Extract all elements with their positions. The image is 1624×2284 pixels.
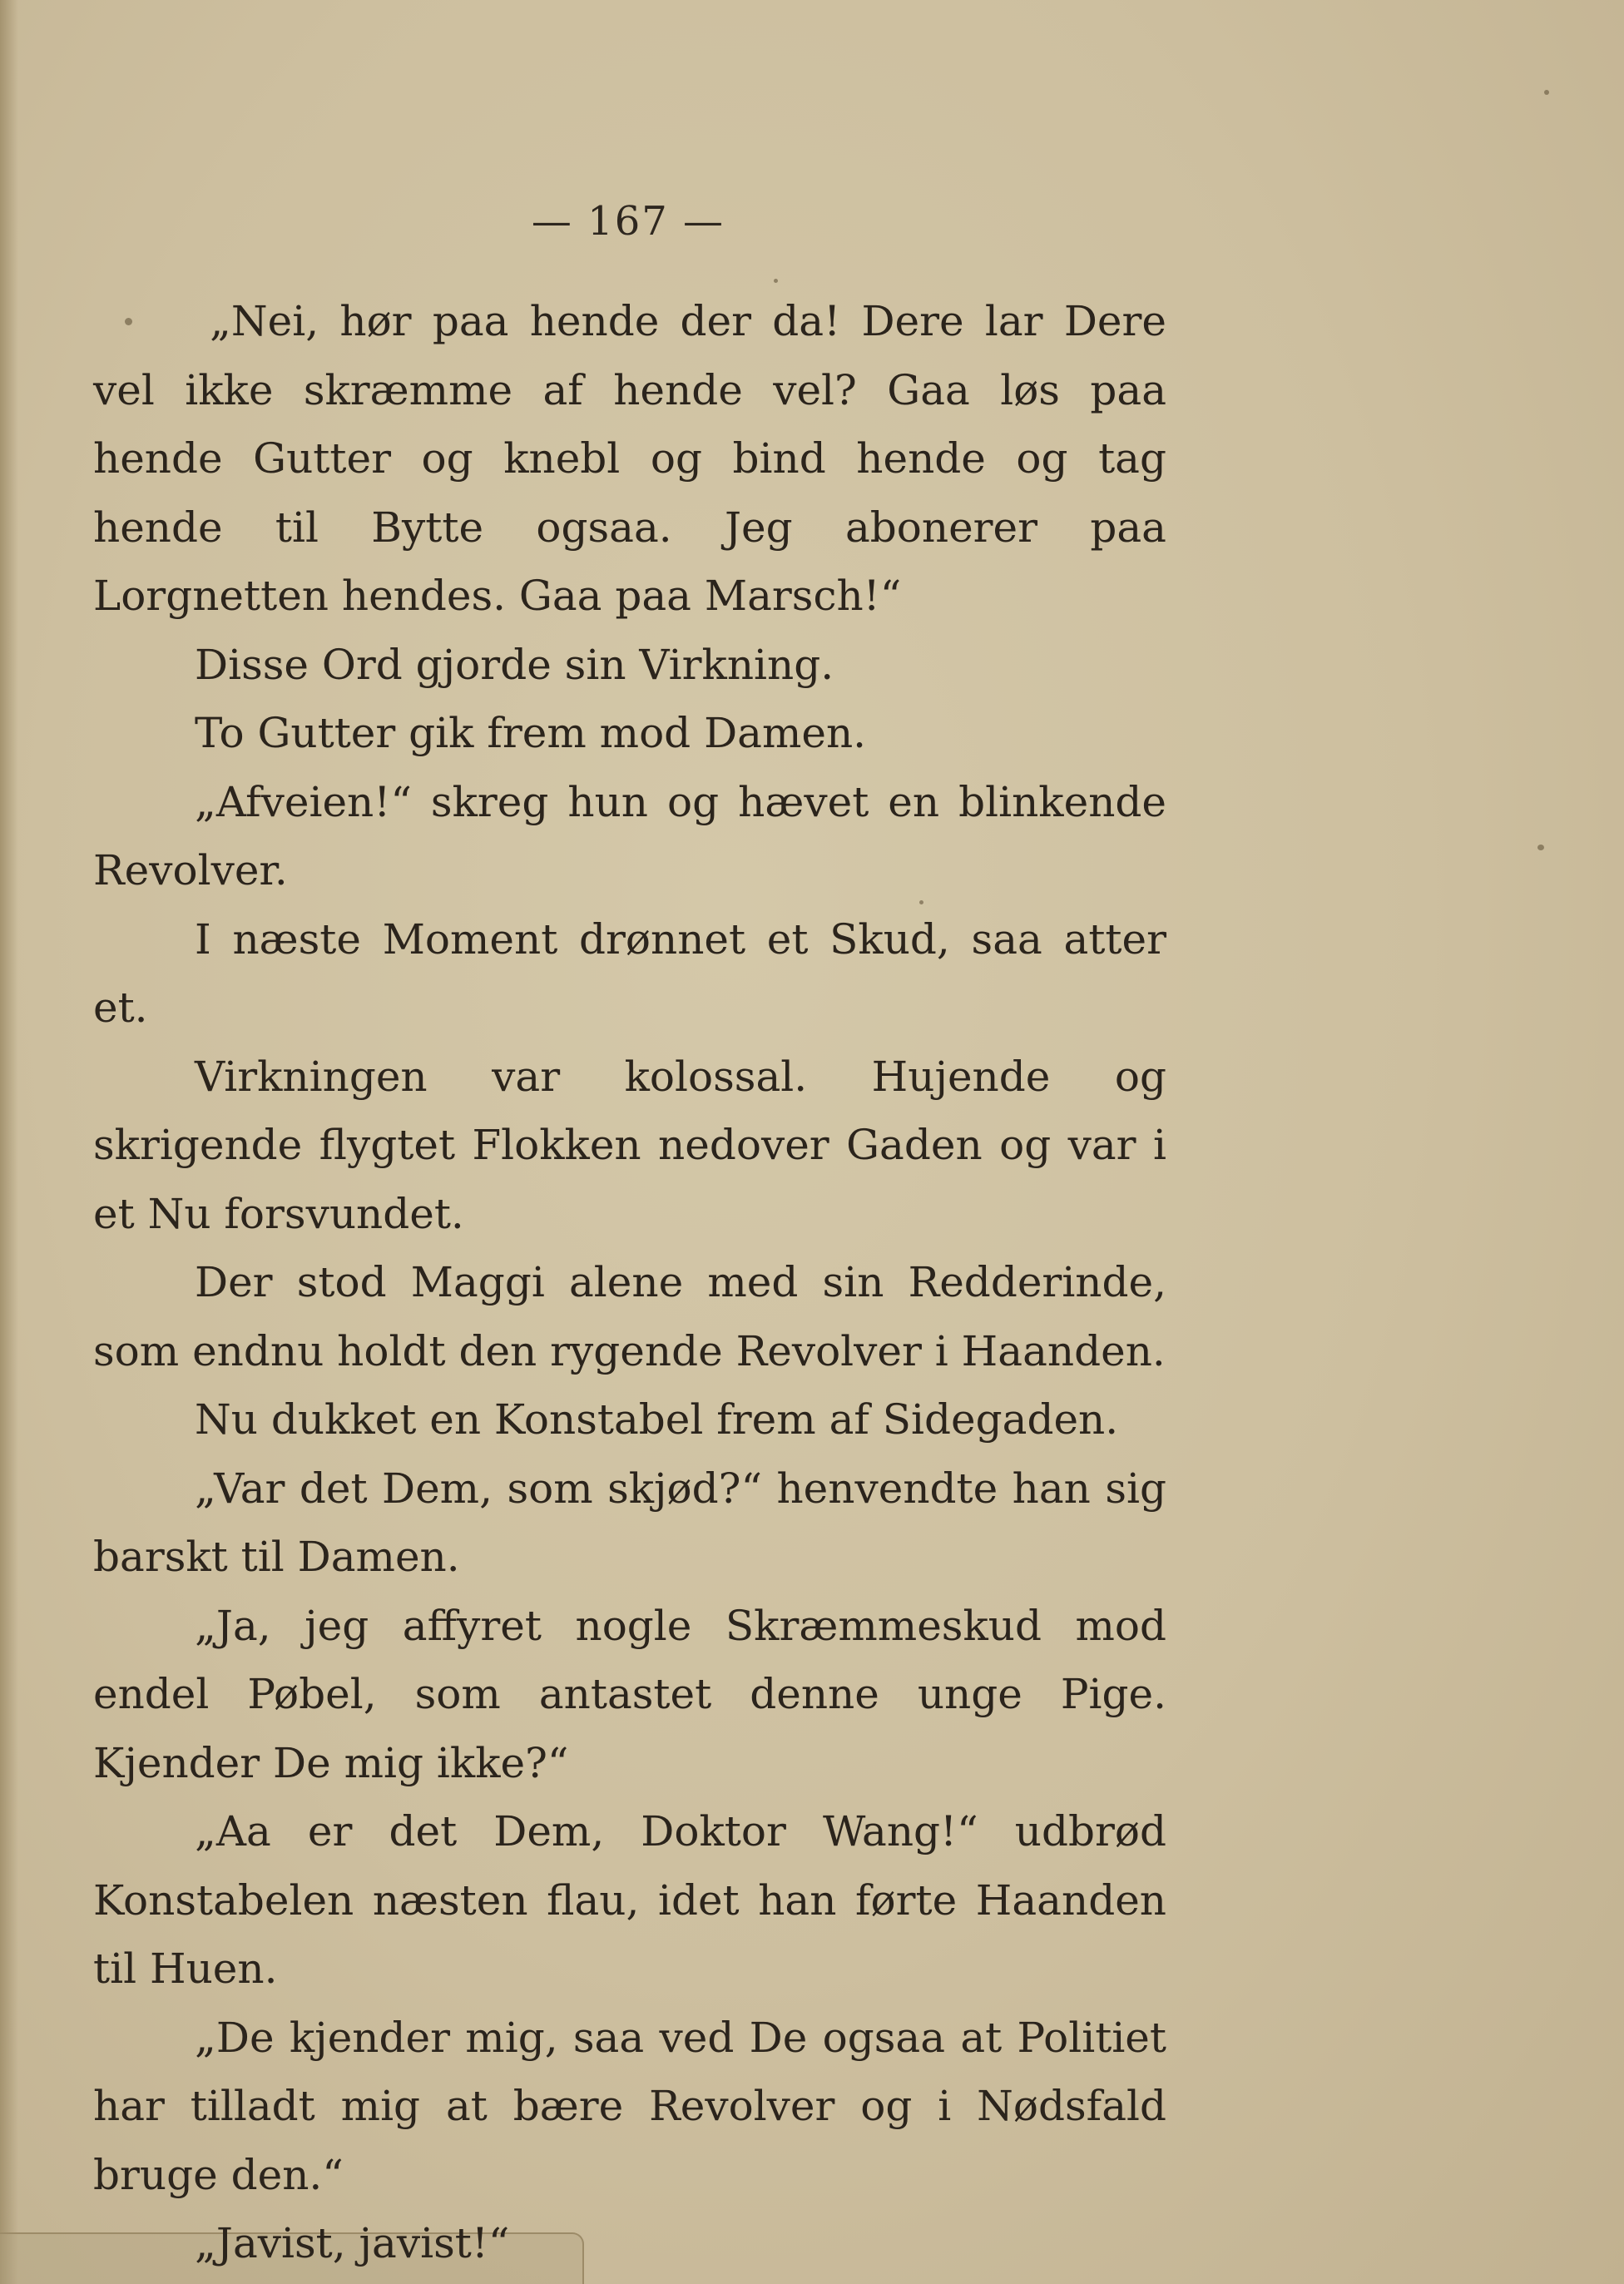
paragraph: „Aa er det Dem, Doktor Wang!“ udbrød Konstabelen næsten flau, idet han førte Haanden til Huen. bbox=[93, 1807, 1166, 1993]
paragraph: „Ja, jeg affyret nogle Skræmmeskud mod endel Pøbel, som antastet denne unge Pige. Kjender De mig ikke?“ bbox=[93, 1601, 1166, 1787]
paragraph: „Afveien!“ skreg hun og hævet en blinkende Revolver. bbox=[93, 777, 1166, 894]
paragraph: Nu dukket en Konstabel frem af Sidegaden. bbox=[195, 1395, 1119, 1444]
paper-speck bbox=[1544, 90, 1549, 95]
paragraph: Disse Ord gjorde sin Virkning. bbox=[195, 640, 834, 689]
paragraph: „Javist, javist!“ bbox=[195, 2219, 510, 2267]
paper-speck bbox=[1537, 845, 1544, 850]
paragraph: „Var det Dem, som skjød?“ henvendte han sig barskt til Damen. bbox=[93, 1464, 1166, 1581]
paragraph: „De kjender mig, saa ved De ogsaa at Politiet har tilladt mig at bære Revolver og i Nødsfald bruge den.“ bbox=[93, 2013, 1166, 2199]
page-left-edge bbox=[0, 0, 18, 2284]
paragraph: To Gutter gik frem mod Damen. bbox=[195, 709, 867, 757]
paper-speck bbox=[774, 279, 778, 283]
page-number: — 167 — bbox=[531, 198, 725, 245]
body-text bbox=[93, 287, 1166, 2278]
paragraph: I næste Moment drønnet et Skud, saa atter et. bbox=[93, 914, 1166, 1032]
paragraph: Der stod Maggi alene med sin Redderinde, som endnu holdt den rygende Revolver i Haanden. bbox=[93, 1258, 1166, 1375]
paragraph: Virkningen var kolossal. Hujende og skrigende flygtet Flokken nedover Gaden og var i et Nu forsvundet. bbox=[93, 1052, 1166, 1238]
paragraph: „Nei, hør paa hende der da! Dere lar Dere vel ikke skræmme af hende vel? Gaa løs paa hende Gutter og knebl og bind hende og tag hende til Bytte ogsaa. Jeg abonerer paa Lorgnetten hendes. Gaa paa Marsch!“ bbox=[93, 297, 1166, 620]
